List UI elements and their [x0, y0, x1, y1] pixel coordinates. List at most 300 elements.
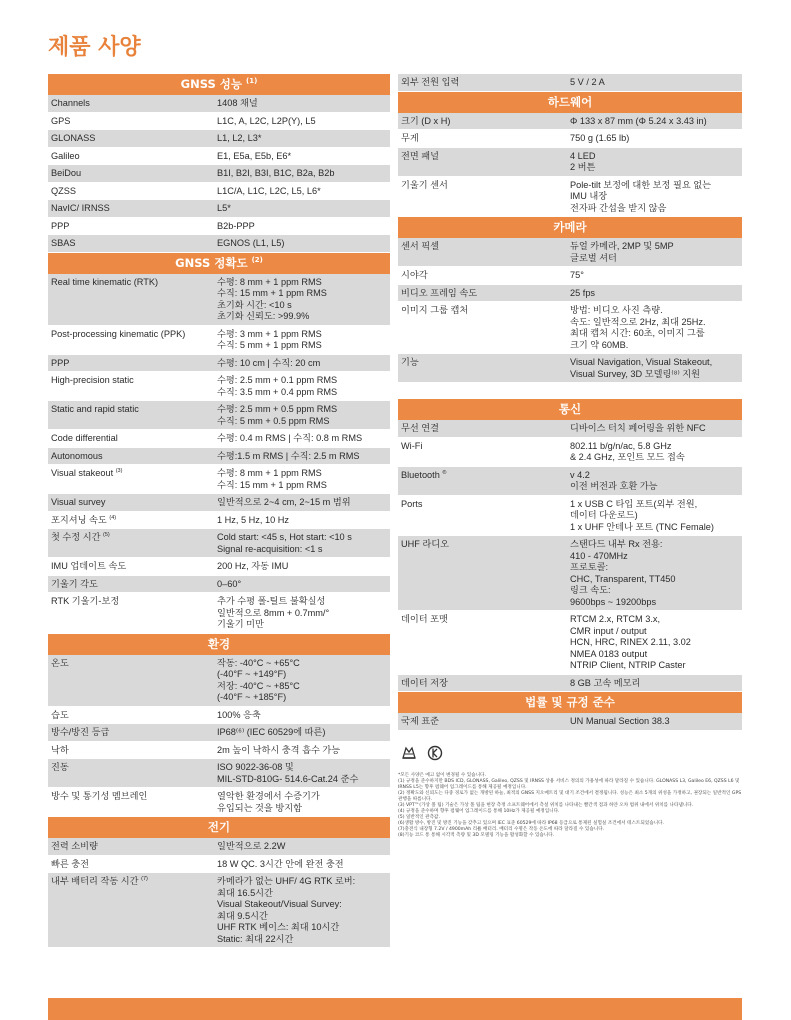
spec-value-line: (-40°F ~ +149°F)	[217, 669, 287, 679]
spec-value-line: & 2.4 GHz, 포인트 모드 접속	[570, 452, 685, 462]
spec-value	[570, 441, 739, 464]
spec-label-text: 빠른 충전	[51, 858, 90, 869]
spec-row	[398, 420, 742, 438]
spec-row	[48, 113, 390, 131]
spec-value	[570, 716, 739, 728]
spec-value-line: HCN, HRC, RINEX 2.11, 3.02	[570, 637, 691, 647]
spec-label	[51, 596, 217, 631]
spec-value-line: 수평: 3 mm + 1 ppm RMS	[217, 328, 322, 339]
spec-value-line: 기울기 미만	[217, 619, 264, 629]
spec-label	[401, 470, 570, 493]
spec-label	[51, 841, 217, 853]
spec-label	[51, 859, 217, 871]
spec-value	[217, 151, 387, 163]
spec-label-text: QZSS	[51, 185, 77, 196]
spec-value	[217, 532, 387, 555]
spec-label	[401, 288, 570, 300]
spec-row	[48, 593, 390, 634]
spec-label-text: RTK 기울기-보정	[51, 596, 120, 606]
spec-row	[398, 177, 742, 218]
spec-value	[217, 497, 387, 509]
spec-label	[51, 791, 217, 814]
spec-value-line: 수직: 15 mm + 1 ppm RMS	[217, 479, 327, 490]
spec-label	[51, 358, 217, 370]
spec-value	[217, 468, 387, 491]
spec-label-text: 낙하	[51, 744, 69, 755]
spec-label-text: Post-processing kinematic (PPK)	[51, 328, 186, 339]
spec-value-line: 일반적으로 2.2W	[217, 841, 286, 851]
spec-label	[51, 238, 217, 250]
spec-value-line: MIL-STD-810G- 514.6-Cat.24 준수	[217, 773, 359, 784]
spec-value	[570, 357, 739, 380]
spec-row	[398, 238, 742, 267]
spec-label	[51, 404, 217, 427]
spec-value-line: (-40°F ~ +185°F)	[217, 692, 287, 702]
spec-label-text: 이미지 그룹 캡처	[401, 305, 469, 315]
section-title: GNSS 성능	[180, 77, 243, 91]
spec-row	[48, 165, 390, 183]
section-title: 법률 및 규정 준수	[525, 695, 615, 709]
spec-value-line: 25 fps	[570, 287, 596, 298]
spec-label-text: 데이터 저장	[401, 677, 448, 688]
spec-label	[401, 357, 570, 380]
spec-value	[217, 727, 387, 739]
spec-value	[217, 358, 387, 370]
spec-value-line: 유입되는 것을 방지함	[217, 802, 302, 813]
spec-label	[401, 180, 570, 215]
spec-value-line: 프로토콜:	[570, 562, 609, 572]
spec-value-line: 초기화 신뢰도: >99.9%	[217, 311, 310, 321]
spec-value-line: 5 V / 2 A	[570, 77, 605, 87]
spec-label-text: 첫 수정 시간	[51, 532, 101, 542]
spec-value-line: 수평:1.5 m RMS | 수직: 2.5 m RMS	[217, 450, 360, 461]
spec-label	[51, 98, 217, 110]
spec-label	[51, 203, 217, 215]
spec-label-text: High-precision static	[51, 375, 134, 385]
footnote-ref: ®	[442, 469, 447, 476]
spec-value-line: L5*	[217, 203, 231, 213]
footnote-line: (7)충전식 내장형 7.2V / 4900mAh 리튬 배터리. 배터리 수명은 작동 온도에 따라 달라질 수 있습니다.	[398, 827, 605, 833]
spec-value	[217, 596, 387, 631]
waste-bin-crossed-icon	[400, 745, 418, 761]
spec-value	[217, 579, 387, 591]
spec-label-text: 센서 픽셀	[401, 241, 440, 251]
section-title: 하드웨어	[547, 94, 593, 109]
certification-logos	[398, 731, 742, 773]
spec-value-line: NTRIP Client, NTRIP Caster	[570, 660, 686, 670]
spec-value-line: 수평: 2.5 mm + 0.1 ppm RMS	[217, 375, 338, 385]
spec-label	[401, 116, 570, 128]
spec-value	[217, 561, 387, 573]
section-title: 환경	[207, 636, 231, 651]
spec-value	[217, 745, 387, 757]
spec-value-line: 9600bps ~ 19200bps	[570, 596, 657, 607]
spec-label	[51, 497, 217, 509]
spec-label-text: Static and rapid static	[51, 404, 139, 414]
spec-row	[48, 724, 390, 742]
spec-row	[48, 148, 390, 166]
spec-value	[570, 678, 739, 690]
spec-value-line: 데이터 다운로드)	[570, 510, 638, 520]
spec-label	[51, 876, 217, 945]
spec-row	[48, 95, 390, 113]
spec-label-text: 포지셔닝 속도	[51, 514, 107, 525]
spec-row	[398, 713, 742, 731]
section-header	[48, 634, 390, 655]
spec-value	[217, 433, 387, 445]
spec-row	[398, 148, 742, 177]
spec-label-text: UHF 라디오	[401, 539, 450, 549]
spec-label-text: 무선 연결	[401, 423, 440, 433]
spec-row	[48, 558, 390, 576]
spec-label	[51, 515, 217, 527]
spec-value-line: 일반적으로 8mm + 0.7mm/°	[217, 607, 330, 618]
spec-row	[398, 74, 742, 92]
spec-value-line: 1408 채널	[217, 98, 258, 108]
spec-row	[398, 113, 742, 131]
spec-value-line: 1 x USB C 타입 포트(외부 전원,	[570, 498, 698, 509]
spec-value-line: 글로벌 셔터	[570, 252, 617, 263]
spec-label	[51, 168, 217, 180]
spec-value-line: 수평: 2.5 mm + 0.5 ppm RMS	[217, 404, 338, 414]
spec-label	[51, 727, 217, 739]
spec-value-line: 8 GB 고속 메모리	[570, 677, 641, 688]
page-title: 제품 사양	[48, 35, 141, 60]
spec-row	[48, 788, 390, 817]
spec-value-line: Pole-tilt 보정에 대한 보정 필요 없는	[570, 179, 712, 190]
spec-value-line: 속도: 일반적으로 2Hz, 최대 25Hz.	[570, 316, 706, 327]
spec-column-left	[48, 74, 390, 948]
section-title: GNSS 정확도	[175, 255, 248, 270]
spec-value-line: 스탠다드 내부 Rx 전용:	[570, 539, 663, 549]
spec-value	[217, 116, 387, 128]
spec-label-text: GPS	[51, 115, 71, 126]
spec-row	[398, 438, 742, 467]
spec-value	[570, 77, 739, 89]
spec-label-text: Galileo	[51, 150, 80, 161]
spec-label-text: 온도	[51, 657, 69, 668]
spec-label	[401, 716, 570, 728]
spec-value	[217, 277, 387, 323]
spec-label-text: 기울기 각도	[51, 578, 98, 589]
spec-row	[398, 467, 742, 496]
spec-label-text: GLONASS	[51, 133, 96, 143]
spec-value-line: 410 - 470MHz	[570, 550, 628, 561]
spec-row	[48, 529, 390, 558]
spec-label-text: NavIC/ IRNSS	[51, 203, 110, 213]
spec-value-line: CMR input / output	[570, 625, 647, 636]
spec-label	[51, 451, 217, 463]
section-header	[398, 692, 742, 713]
spec-value	[570, 116, 739, 128]
spec-value	[570, 180, 739, 215]
spec-value-line: E1, E5a, E5b, E6*	[217, 150, 292, 161]
spec-label	[51, 532, 217, 555]
spec-label-text: 전력 소비량	[51, 841, 98, 851]
spec-row	[48, 576, 390, 594]
spec-value-line: 802.11 b/g/n/ac, 5.8 GHz	[570, 440, 672, 451]
spec-value-line: 크기 약 60MB.	[570, 339, 629, 350]
section-header	[398, 217, 742, 238]
spec-row	[48, 326, 390, 355]
spec-row	[48, 707, 390, 725]
spec-label	[401, 305, 570, 351]
spec-label	[51, 277, 217, 323]
spec-label-text: Real time kinematic (RTK)	[51, 276, 159, 287]
spec-value-line: 수직: 15 mm + 1 ppm RMS	[217, 288, 327, 298]
spec-label	[401, 270, 570, 282]
spec-label-text: 시야각	[401, 270, 428, 280]
spec-value	[570, 470, 739, 493]
spec-value	[217, 658, 387, 704]
spec-label	[51, 762, 217, 785]
spec-value-line: ISO 9022-36-08 및	[217, 762, 294, 772]
spec-label-text: 방수/방진 등급	[51, 727, 110, 737]
spec-row	[48, 274, 390, 326]
spec-value	[217, 451, 387, 463]
spec-value-line: 수평: 0.4 m RMS | 수직: 0.8 m RMS	[217, 433, 363, 443]
spec-row	[398, 675, 742, 693]
spec-value-line: 수직: 3.5 mm + 0.4 ppm RMS	[217, 386, 338, 397]
spec-label-text: SBAS	[51, 238, 76, 248]
spec-value	[217, 404, 387, 427]
footnote-ref: (5)	[103, 532, 110, 538]
spec-value	[570, 288, 739, 300]
spec-value-line: CHC, Transparent, TT450	[570, 573, 676, 584]
spec-label-text: 데이터 포맷	[401, 614, 448, 624]
spec-value-line: 초기화 시간: <10 s	[217, 299, 292, 310]
spec-label	[51, 561, 217, 573]
spec-value-line: v 4.2	[570, 469, 590, 480]
spec-value-line: 2m 높이 낙하시 충격 흡수 가능	[217, 744, 341, 755]
section-title: 전기	[207, 820, 231, 834]
spec-value-line: NMEA 0183 output	[570, 648, 648, 659]
spec-label	[51, 433, 217, 445]
spec-label-text: 전면 패널	[401, 150, 440, 161]
spec-label-text: 습도	[51, 709, 69, 720]
spec-value-line: 최대 9.5시간	[217, 910, 268, 921]
spec-label-text: 방수 및 통기성 멤브레인	[51, 791, 148, 801]
spec-value-line: 작동: -40°C ~ +65°C	[217, 657, 300, 668]
spec-label-text: Ports	[401, 498, 423, 509]
spec-value-line: 일반적으로 2~4 cm, 2~15 m 범위	[217, 497, 351, 507]
spec-value	[217, 710, 387, 722]
spec-row	[398, 354, 742, 383]
spec-value	[217, 221, 387, 233]
spec-value-line: B1I, B2I, B3I, B1C, B2a, B2b	[217, 168, 335, 178]
spec-value-line: 0–60°	[217, 578, 242, 589]
spec-label-text: Wi-Fi	[401, 440, 423, 451]
spec-value-line: Visual Survey, 3D 모델링⁽⁸⁾ 지원	[570, 368, 701, 379]
spec-value-line: Cold start: <45 s, Hot start: <10 s	[217, 532, 352, 542]
spec-value	[570, 305, 739, 351]
spec-label-text: Visual survey	[51, 497, 106, 507]
spec-label	[401, 77, 570, 89]
section-header	[398, 92, 742, 113]
spec-label	[401, 441, 570, 464]
spec-label	[51, 579, 217, 591]
spec-row	[48, 494, 390, 512]
spec-value	[217, 133, 387, 145]
spec-label	[51, 375, 217, 398]
spec-label-text: 크기 (D x H)	[401, 115, 451, 126]
spec-label	[51, 133, 217, 145]
spec-value-line: L1C/A, L1C, L2C, L5, L6*	[217, 185, 321, 196]
spec-value-line: UN Manual Section 38.3	[570, 716, 670, 726]
spec-value-line: Signal re-acquisition: <1 s	[217, 543, 323, 554]
spec-value-line: 듀얼 카메라, 2MP 및 5MP	[570, 241, 674, 251]
spec-value	[217, 168, 387, 180]
spec-label	[401, 133, 570, 145]
spec-label-text: 기울기 센서	[401, 179, 448, 190]
spec-value-line: 수직: 5 mm + 1 ppm RMS	[217, 340, 322, 350]
spec-row	[398, 130, 742, 148]
spec-label-text: 비디오 프레임 속도	[401, 287, 478, 298]
spec-label	[51, 116, 217, 128]
spec-label-text: BeiDou	[51, 168, 82, 178]
spec-value	[570, 241, 739, 264]
footnote-line: (3) VPT™(가상 폴 팁) 기술은 가상 폴 팁을 현장 측정 소프트웨어에서 측설 위치를 나타내는 빨간색 점과 하얀 오차 범위 내에서 위치를 나타냅니다.	[398, 802, 694, 808]
spec-value	[217, 203, 387, 215]
section-spacer	[398, 383, 742, 399]
footnote-line: (2) 정확도와 신뢰도는 다중 경로가 없는 개방된 하늘, 최적의 GNSS 지오메트리 및 대기 조건에서 결정됩니다. 성능은 최소 5개의 위성을 가정하고, 권장되는 일반적인 GPS 관행을 따릅니다.	[398, 790, 742, 802]
spec-label-text: 무게	[401, 133, 419, 143]
spec-row	[48, 355, 390, 373]
spec-value-line: EGNOS (L1, L5)	[217, 238, 285, 248]
section-title: 카메라	[553, 220, 587, 234]
spec-value-line: 링크 속도:	[570, 585, 611, 595]
spec-column-right	[398, 74, 742, 840]
spec-value-line: 최대 16.5시간	[217, 887, 273, 898]
spec-value-line: 수직: 5 mm + 0.5 ppm RMS	[217, 415, 330, 426]
spec-label-text: 내부 배터리 작동 시간	[51, 876, 139, 886]
spec-value-line: Static: 최대 22시간	[217, 933, 294, 944]
spec-value-line: Visual Navigation, Visual Stakeout,	[570, 357, 713, 367]
bottom-accent-bar	[48, 998, 742, 1020]
spec-value	[217, 515, 387, 527]
spec-row	[398, 267, 742, 285]
spec-value-line: B2b-PPP	[217, 220, 255, 231]
footnotes	[398, 773, 742, 840]
spec-value-line: 200 Hz, 자동 IMU	[217, 561, 289, 571]
spec-value-line: 전자파 간섭을 받지 않음	[570, 202, 667, 213]
spec-label	[401, 539, 570, 608]
spec-value	[570, 614, 739, 672]
spec-label-text: 진동	[51, 762, 69, 772]
spec-value-line: 최대 캡처 시간: 60초, 이미지 그룹	[570, 328, 705, 338]
spec-row	[48, 200, 390, 218]
spec-value-line: 이전 버전과 호환 가능	[570, 481, 658, 491]
section-header	[48, 74, 390, 95]
spec-label	[401, 423, 570, 435]
spec-label	[401, 614, 570, 672]
section-title: 통신	[558, 402, 582, 416]
spec-label-text: Autonomous	[51, 450, 103, 461]
spec-value-line: 4 LED	[570, 150, 596, 161]
spec-row	[48, 218, 390, 236]
spec-label	[401, 499, 570, 534]
spec-value	[217, 186, 387, 198]
spec-value-line: 수평: 8 mm + 1 ppm RMS	[217, 468, 322, 478]
spec-value-line: IMU 내장	[570, 191, 608, 201]
spec-value-line: 저장: -40°C ~ +85°C	[217, 680, 300, 691]
spec-label-text: IMU 업데이트 속도	[51, 561, 127, 571]
spec-row	[398, 302, 742, 354]
spec-row	[48, 183, 390, 201]
footnote-ref: (4)	[109, 514, 117, 521]
spec-row	[48, 235, 390, 253]
spec-value-line: UHF RTK 베이스: 최대 10시간	[217, 922, 340, 932]
spec-row	[48, 372, 390, 401]
spec-row	[48, 655, 390, 707]
section-header	[398, 399, 742, 420]
spec-value-line: 방법: 비디오 사진 측량.	[570, 305, 663, 315]
spec-label-text: PPP	[51, 357, 70, 368]
spec-label	[401, 151, 570, 174]
kc-mark-icon	[426, 745, 444, 761]
spec-value-line: 2 버튼	[570, 162, 596, 172]
spec-label	[51, 329, 217, 352]
spec-label	[401, 678, 570, 690]
spec-value	[570, 151, 739, 174]
footnote-line: (5) 일반적인 관측값.	[398, 815, 440, 821]
spec-value-line: IP68⁽⁶⁾ (IEC 60529에 따른)	[217, 727, 326, 737]
spec-label	[401, 241, 570, 264]
spec-value	[217, 375, 387, 398]
spec-row	[48, 759, 390, 788]
spec-row	[48, 838, 390, 856]
spec-label-text: 국제 표준	[401, 716, 440, 726]
spec-value-line: L1C, A, L2C, L2P(Y), L5	[217, 115, 316, 126]
spec-value	[570, 133, 739, 145]
spec-row	[48, 465, 390, 494]
spec-value	[217, 876, 387, 945]
spec-row	[48, 430, 390, 448]
spec-value	[570, 270, 739, 282]
spec-row	[398, 611, 742, 675]
spec-value-line: 1 Hz, 5 Hz, 10 Hz	[217, 514, 289, 525]
spec-label	[51, 710, 217, 722]
spec-row	[48, 856, 390, 874]
footnote-line: (4) 규정을 준수하며 향후 펌웨어 업그레이드를 통해 10Hz가 제공될 예정입니다.	[398, 809, 560, 815]
spec-label-text: Bluetooth	[401, 469, 440, 480]
spec-value-line: RTCM 2.x, RTCM 3.x,	[570, 614, 661, 624]
footnote-ref: (2)	[251, 255, 263, 264]
spec-value-line: 750 g (1.65 lb)	[570, 133, 630, 143]
spec-label-text: Visual stakeout	[51, 468, 114, 478]
spec-value-line: 1 x UHF 안테나 포트 (TNC Female)	[570, 521, 714, 532]
spec-row	[398, 536, 742, 611]
spec-label	[51, 221, 217, 233]
spec-value-line: 수평: 10 cm | 수직: 20 cm	[217, 357, 321, 368]
spec-label-text: 외부 전원 입력	[401, 77, 460, 87]
footnote-line: (8)기능 코드 통 통해 시각적 측량 및 3D 모델링 기능을 활성화할 수 있습니다.	[398, 833, 555, 839]
spec-label	[51, 468, 217, 491]
spec-value-line: 열악한 환경에서 수증기가	[217, 791, 320, 801]
spec-row	[48, 512, 390, 530]
footnote-line: *모든 사양은 예고 없이 변경될 수 있습니다.	[398, 772, 486, 778]
spec-value-line: 디바이스 터치 페어링을 위한 NFC	[570, 423, 706, 433]
spec-row	[398, 496, 742, 537]
spec-value	[217, 841, 387, 853]
spec-value	[217, 238, 387, 250]
footnote-ref: (3)	[115, 468, 123, 474]
spec-label	[51, 745, 217, 757]
spec-value-line: 카메라가 없는 UHF/ 4G RTK 로버:	[217, 876, 356, 886]
spec-value	[570, 539, 739, 608]
spec-row	[48, 401, 390, 430]
spec-row	[48, 448, 390, 466]
